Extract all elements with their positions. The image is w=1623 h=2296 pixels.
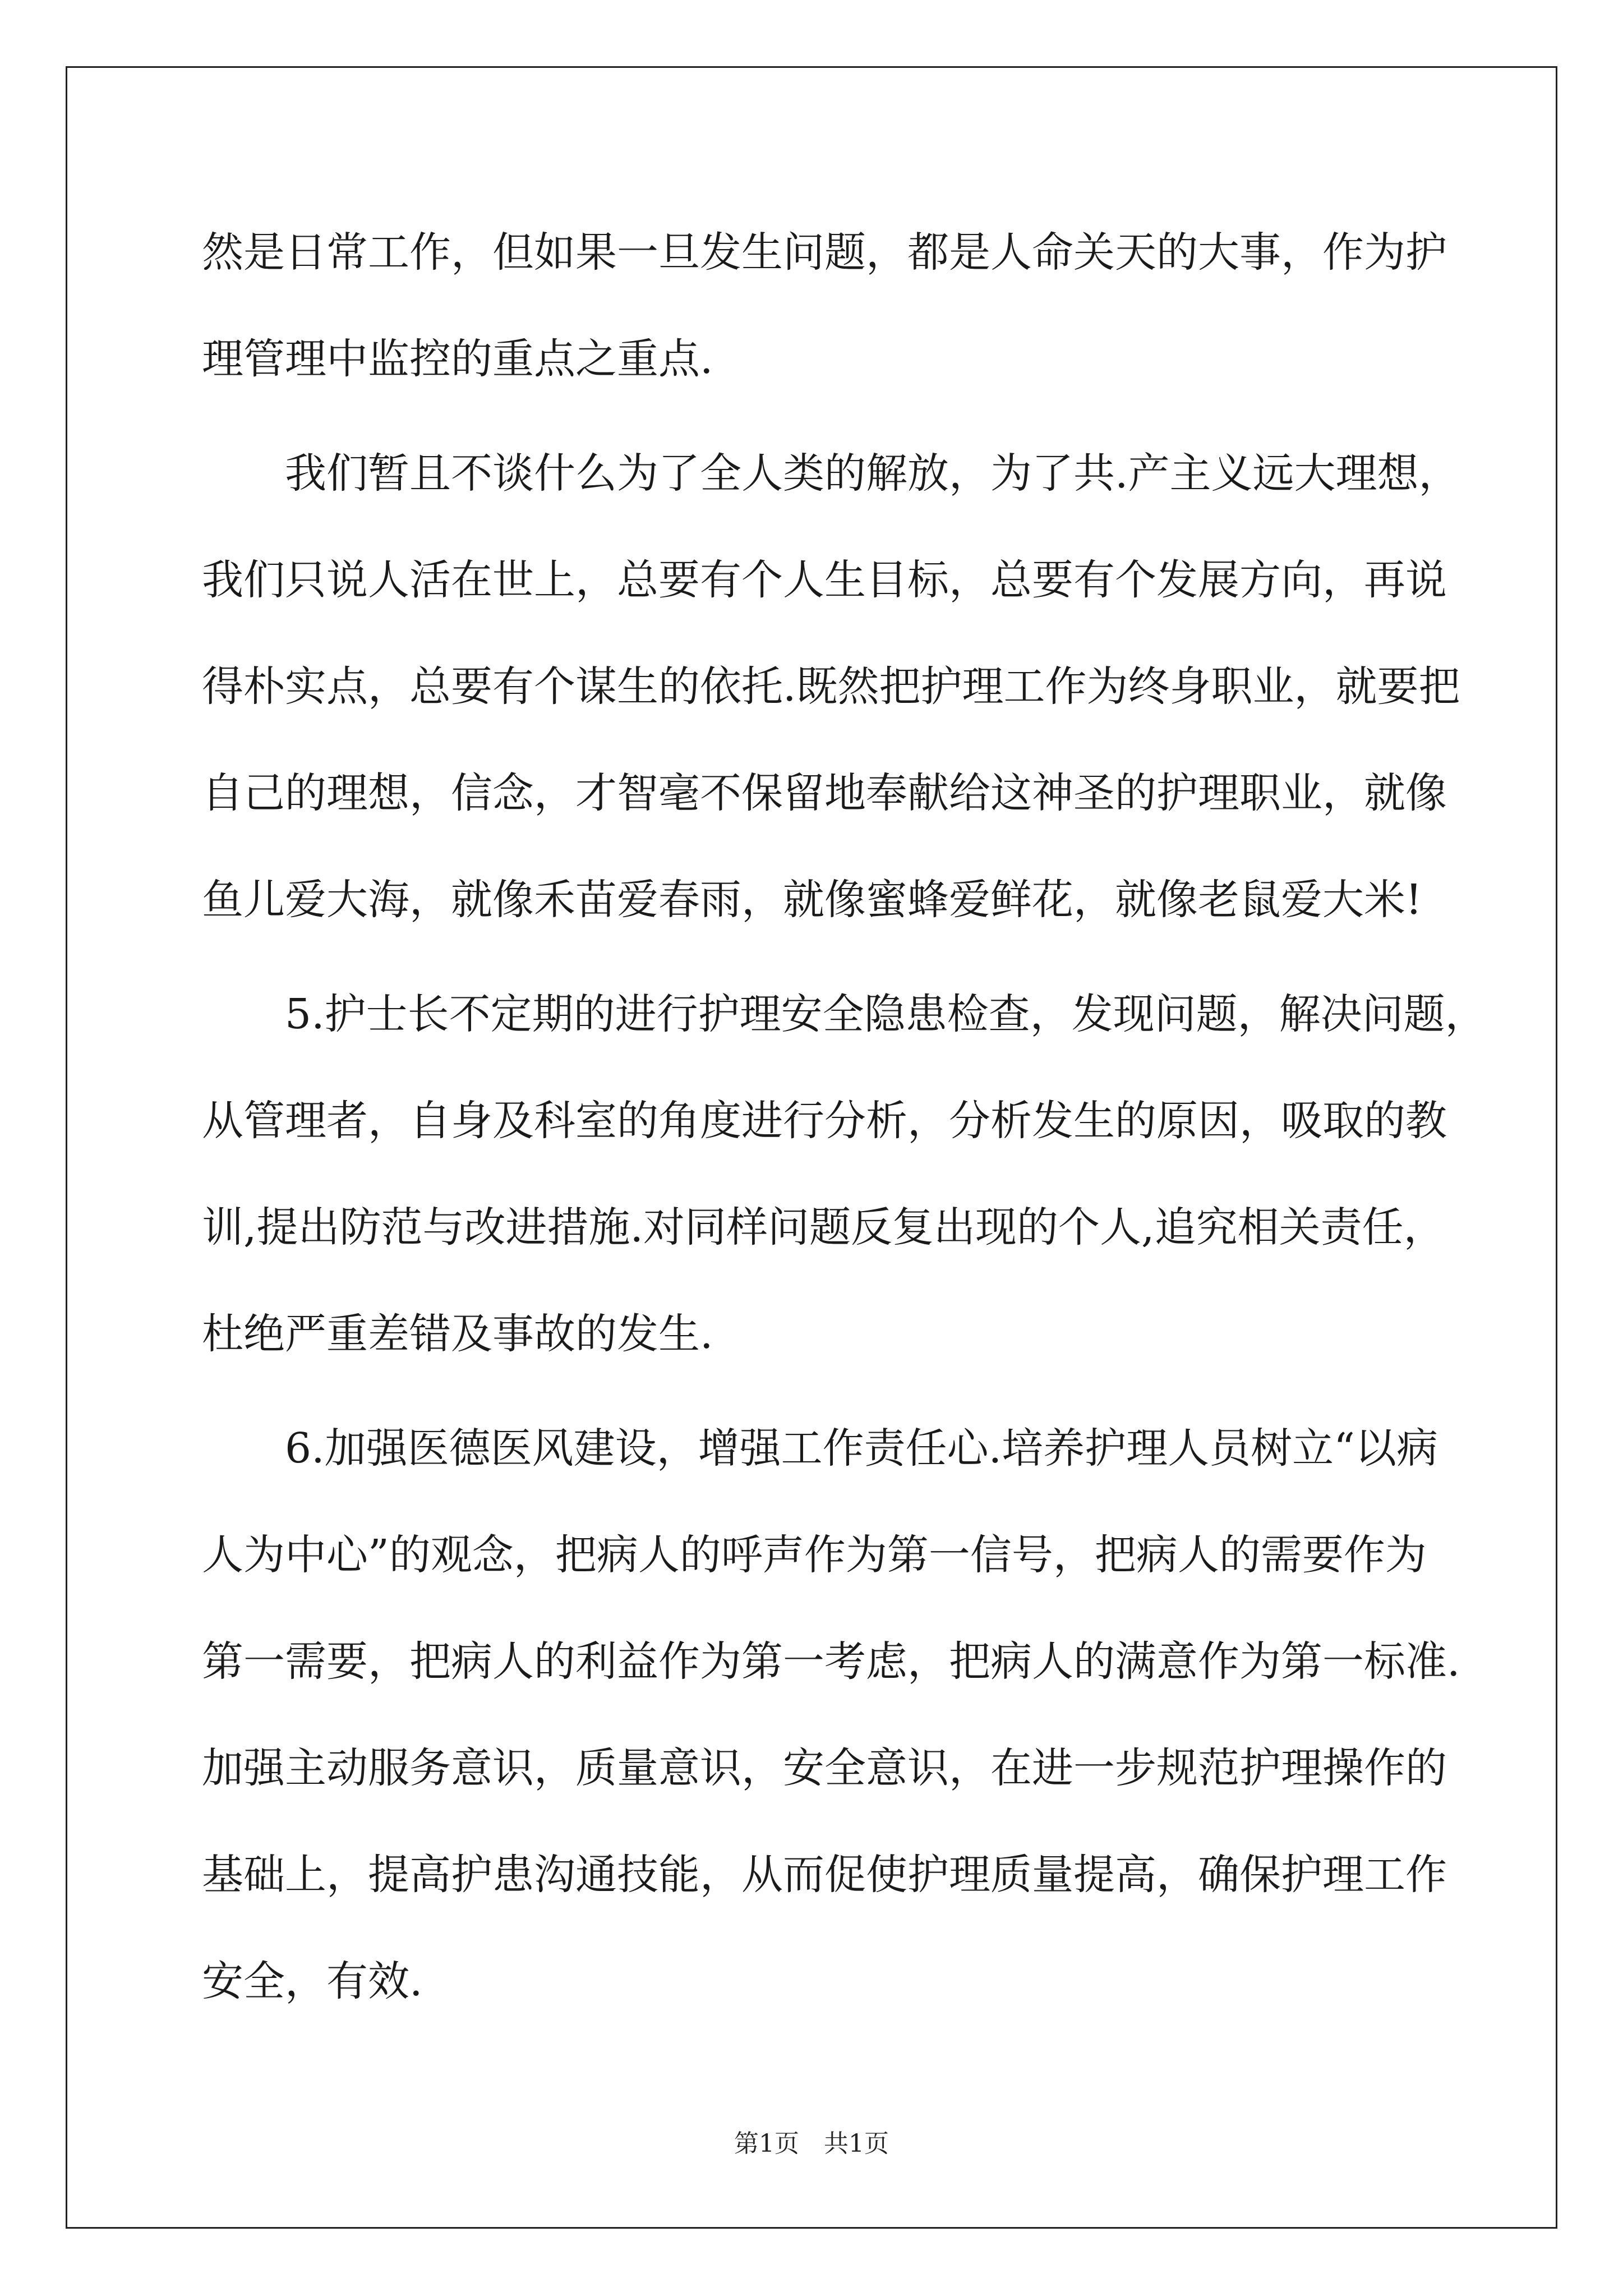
text-line: 5.护士长不定期的进行护理安全隐患检查，发现问题，解决问题，: [202, 990, 1487, 1038]
text-line: 杜绝严重差错及事故的发生.: [202, 1310, 713, 1358]
text-line: 人为中心”的观念，把病人的呼声作为第一信号，把病人的需要作为: [202, 1531, 1427, 1579]
text-line: 自己的理想，信念，才智毫不保留地奉献给这神圣的护理职业，就像: [202, 769, 1447, 817]
text-line: 理管理中监控的重点之重点.: [202, 335, 713, 383]
text-line: 鱼儿爱大海，就像禾苗爱春雨，就像蜜蜂爱鲜花，就像老鼠爱大米!: [202, 876, 1422, 924]
text-line: 加强主动服务意识，质量意识，安全意识，在进一步规范护理操作的: [202, 1744, 1447, 1792]
text-line: 我们只说人活在世上，总要有个人生目标，总要有个发展方向，再说: [202, 556, 1447, 604]
text-line: 安全，有效.: [202, 1957, 423, 2005]
text-line: 第一需要，把病人的利益作为第一考虑，把病人的满意作为第一标准.: [202, 1637, 1460, 1686]
text-line: 6.加强医德医风建设，增强工作责任心.培养护理人员树立“以病: [202, 1424, 1438, 1473]
document-body: [202, 199, 1487, 2035]
text-line: 基础上，提高护患沟通技能，从而促使护理质量提高，确保护理工作: [202, 1851, 1447, 1899]
page-number-footer: 第1页 共1页: [734, 2129, 889, 2158]
text-line: 我们暂且不谈什么为了全人类的解放，为了共.产主义远大理想，: [202, 449, 1460, 498]
text-line: 得朴实点，总要有个谋生的依托.既然把护理工作为终身职业，就要把: [202, 662, 1460, 711]
text-line: 训,提出防范与改进措施.对同样问题反复出现的个人,追究相关责任，: [202, 1203, 1445, 1251]
text-line: 然是日常工作，但如果一旦发生问题，都是人命关天的大事，作为护: [202, 228, 1447, 277]
text-line: 从管理者，自身及科室的角度进行分析，分析发生的原因，吸取的教: [202, 1097, 1447, 1145]
